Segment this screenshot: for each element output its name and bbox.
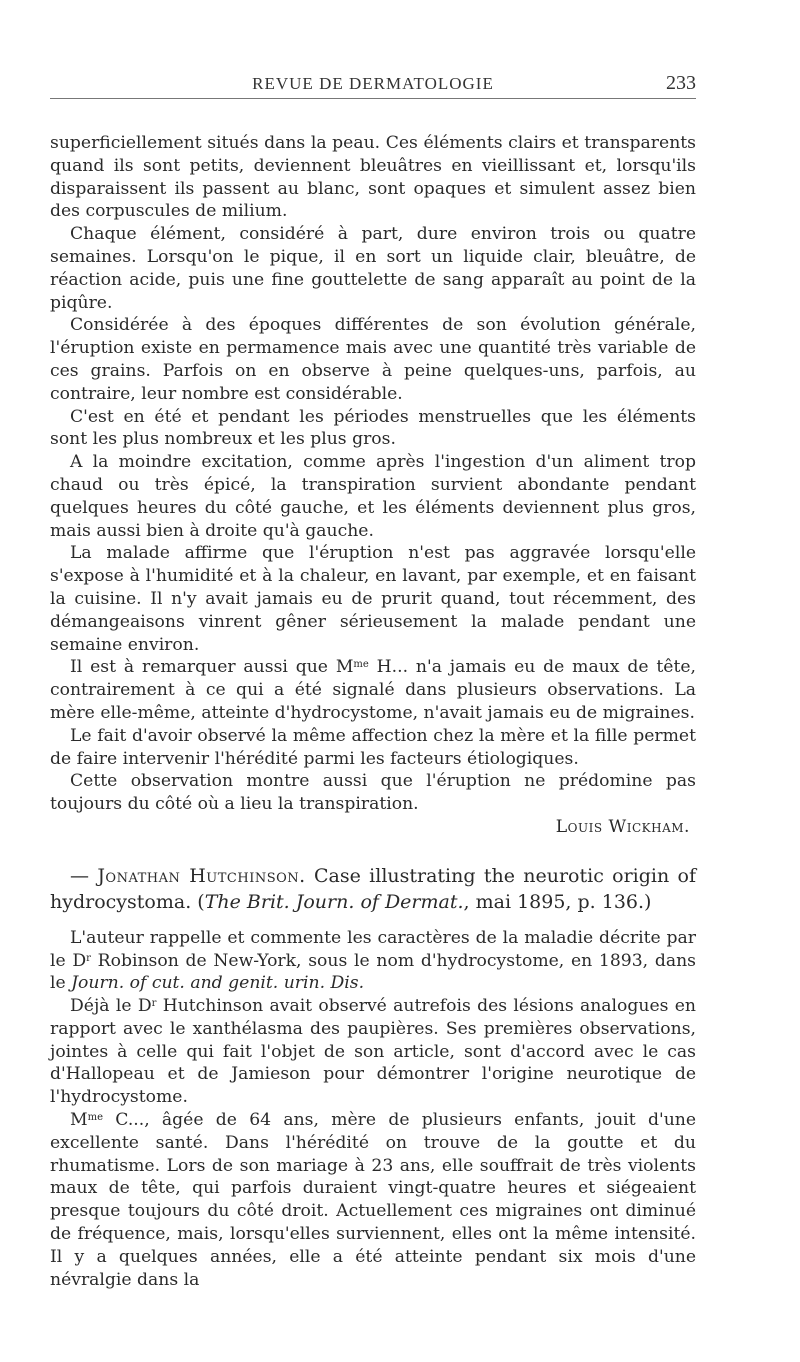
paragraph: La malade affirme que l'éruption n'est pas aggravée lorsqu'elle s'expose à l'humidité et à la chaleur, en lavant, par exemple, et en faisant la cuisine. Il n'y avait jamais eu de prurit quand, tout récemment, des démangeaisons vinrent gêner sérieusement la malade pendant une semaine environ. xyxy=(50,543,696,655)
text-span: M xyxy=(70,1110,88,1131)
running-title: REVUE DE DERMATOLOGIE xyxy=(252,74,494,93)
journal-name: The Brit. Journ. of Dermat. xyxy=(204,890,464,913)
spacer xyxy=(50,915,696,927)
journal-citation: Journ. of cut. and genit. urin. Dis. xyxy=(71,973,365,994)
paragraph: A la moindre excitation, comme après l'ingestion d'un aliment trop chaud ou très épicé, la transpiration survient abondante pendant quelques heures du côté gauche, et les éléments deviennent plus gros, mais aussi bien à droite qu'à gauche. xyxy=(50,452,696,541)
text-span: L'auteur rappelle et commente les caractères de la maladie décrite par le D xyxy=(50,927,696,971)
text-span: Il est à remarquer aussi que M xyxy=(70,657,354,678)
paragraph: Cette observation montre aussi que l'éruption ne prédomine pas toujours du côté où a lieu la transpiration. xyxy=(50,771,696,815)
open-paren: ( xyxy=(197,890,205,913)
journal-reference: , mai 1895, p. 136.) xyxy=(463,890,652,913)
signature: Louis Wickham. xyxy=(555,816,690,837)
paragraph: superficiellement situés dans la peau. Ces éléments clairs et transparents quand ils sont petits, deviennent bleuâtres en vieillissant et, lorsqu'ils disparaissent ils passent au blanc, sont opaques et simulent assez bien des corpuscules de milium. xyxy=(50,133,696,222)
paragraph: Le fait d'avoir observé la même affection chez la mère et la fille permet de faire intervenir l'hérédité parmi les facteurs étiologiques. xyxy=(50,725,696,769)
superscript: me xyxy=(87,1112,104,1124)
superscript: r xyxy=(151,998,157,1010)
paragraph xyxy=(50,1109,696,1291)
article-body xyxy=(50,132,696,1291)
header-rule xyxy=(50,98,696,99)
signature-line xyxy=(50,816,696,839)
text-span: Hutchinson avait observé autrefois des lésions analogues en rapport avec le xanthélasma des paupières. Ses premières observations, jointes à celle qui fait l'objet de son article, sont d'accord avec le cas d'Hallopeau et de Jamieson pour démontrer l'origine neurotique de l'hydrocystome. xyxy=(50,996,696,1108)
text-span: Robinson de New-York, sous le nom d'hydrocystome, en 1893, dans le xyxy=(50,950,696,994)
section-author: Jonathan Hutchinson. xyxy=(97,864,306,887)
text-span: C..., âgée de 64 ans, mère de plusieurs enfants, jouit d'une excellente santé. Dans l'hérédité on trouve de la goutte et du rhumatisme. Lors de son mariage à 23 ans, elle souffrait de très violents maux de tête, qui parfois duraient vingt-quatre heures et siégeaient presque toujours du côté droit. Actuellement ces migraines ont diminué de fréquence, mais, lorsqu'elles surviennent, elles ont la même intensité. Il y a quelques années, elle a été atteinte pendant six mois d'une névralgie dans la xyxy=(50,1110,696,1290)
paragraph xyxy=(50,927,696,995)
superscript: me xyxy=(353,659,369,671)
section-heading xyxy=(50,863,696,915)
page xyxy=(50,60,697,1290)
paragraph: Chaque élément, considéré à part, dure environ trois ou quatre semaines. Lorsqu'on le pique, il en sort un liquide clair, bleuâtre, de réaction acide, puis une fine gouttelette de sang apparaît au point de la piqûre. xyxy=(50,224,696,313)
running-head xyxy=(50,60,696,94)
section-title: Case illustrating the neurotic origin of hydrocystoma. xyxy=(50,864,697,913)
page-number: 233 xyxy=(666,72,696,94)
dash: — xyxy=(70,864,89,887)
paragraph xyxy=(50,656,696,724)
paragraph: Considérée à des époques différentes de son évolution générale, l'éruption existe en permamence mais avec une quantité très variable de ces grains. Parfois on en observe à peine quelques-uns, parfois, au contraire, leur nombre est considérable. xyxy=(50,315,696,404)
superscript: r xyxy=(86,952,91,964)
paragraph: C'est en été et pendant les périodes menstruelles que les éléments sont les plus nombreux et les plus gros. xyxy=(50,406,696,450)
text-span: H... n'a jamais eu de maux de tête, contrairement à ce qui a été signalé dans plusieurs observations. La mère elle-même, atteinte d'hydrocystome, n'avait jamais eu de migraines. xyxy=(50,657,696,723)
section-gap xyxy=(50,839,696,863)
paragraph xyxy=(50,995,696,1109)
text-span: Déjà le D xyxy=(70,996,152,1017)
